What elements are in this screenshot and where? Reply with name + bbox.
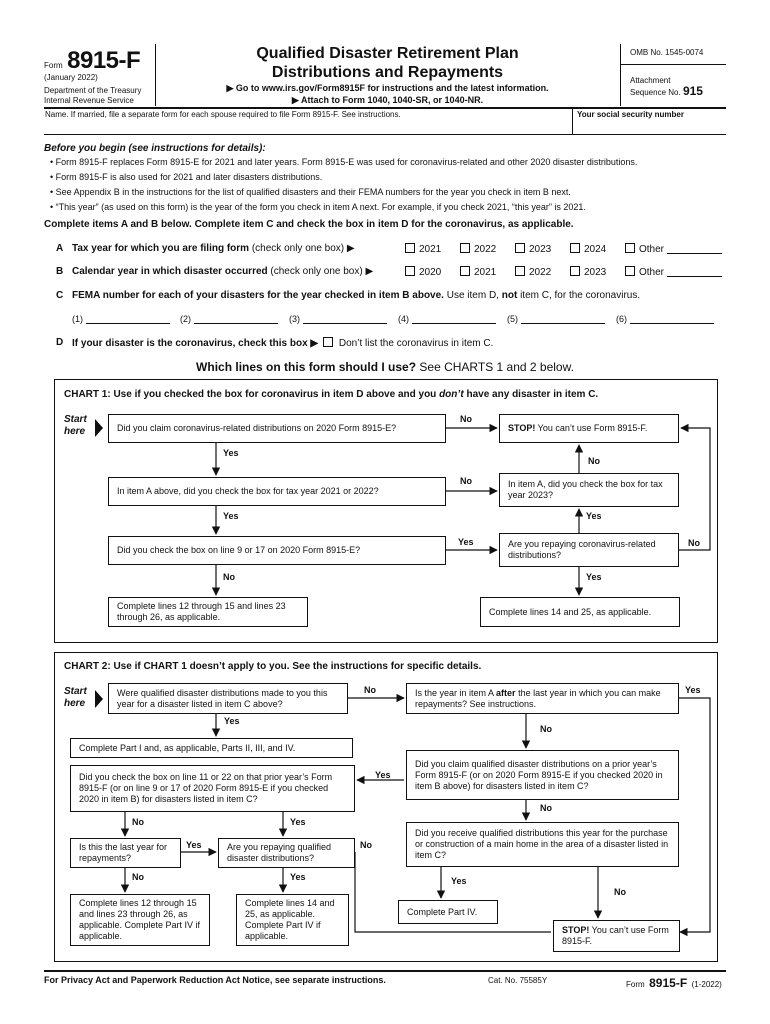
chart2-q6-box: Is this the last year for repayments?: [70, 838, 181, 868]
privacy-notice: For Privacy Act and Paperwork Reduction Act Notice, see separate instructions.: [44, 975, 386, 985]
chart1-q3-box: In item A, did you check the box for tax year 2023?: [499, 473, 679, 507]
item-b-other[interactable]: Other: [625, 266, 722, 279]
form-title-line1: Qualified Disaster Retirement Plan: [256, 45, 519, 62]
chart2-q2-box: Is the year in item A after the last year in which you can make repayments? See instructions.: [406, 683, 679, 714]
item-a-letter: A: [56, 243, 64, 254]
form-title-line2: Distributions and Repayments: [271, 64, 504, 81]
chart2-part4-box: Complete Part IV.: [398, 900, 498, 924]
chart2-q7-no-label: No: [360, 840, 372, 850]
item-a-label: Tax year for which you are filing form (check only one box) ▶: [72, 243, 355, 254]
item-d-letter: D: [56, 337, 64, 348]
fema-field-4[interactable]: (4): [398, 314, 496, 325]
form-word: Form: [44, 61, 63, 70]
chart2-start-label: Start: [64, 686, 87, 697]
chart2-q5-yes-label: Yes: [451, 876, 467, 886]
agency: Internal Revenue Service: [44, 96, 134, 105]
chart2-start-arrow-icon: [95, 690, 103, 708]
item-b-label: Calendar year in which disaster occurred (check only one box) ▶: [72, 266, 374, 277]
item-c-label: FEMA number for each of your disasters for the year checked in item B above. Use item D, not item C, for the coronavirus.: [72, 290, 641, 301]
form-number: 8915-F: [67, 47, 141, 74]
chart2-stop-box: STOP! You can’t use Form 8915-F.: [553, 920, 680, 952]
chart1-q1-yes-label: Yes: [223, 448, 239, 458]
chart2-q6-no-label: No: [132, 872, 144, 882]
chart2-q3-box: Did you claim qualified disaster distributions on a prior year’s Form 8915-F (or on 2020 Form 8915-E if you checked 2020 in item B above) for disasters listed in item C?: [406, 750, 679, 800]
chart2-q1-box: Were qualified disaster distributions made to you this year for a disaster listed in item C above?: [108, 683, 348, 714]
chart1-start-label: Start: [64, 414, 87, 425]
before-begin-heading: Before you begin (see instructions for details):: [44, 143, 266, 154]
catalog-number: Cat. No. 75585Y: [488, 976, 548, 985]
before-bullet-4: • “This year” (as used on this form) is the year of the form you check in item A next. For example, if you check 2021, “this year” is 2021.: [50, 202, 586, 212]
sequence-number: 915: [682, 84, 703, 98]
chart1-q2-no-label: No: [460, 476, 472, 486]
chart2-q2-no-label: No: [540, 724, 552, 734]
chart1-q4-yes-label: Yes: [458, 537, 474, 547]
chart2-q4-no-label: No: [132, 817, 144, 827]
chart2-q3-no-label: No: [540, 803, 552, 813]
revision-date: (January 2022): [44, 73, 98, 82]
ssn-label: Your social security number: [577, 110, 684, 119]
name-field-label: Name. If married, file a separate form for each spouse required to file Form 8915-F. See instructions.: [45, 110, 401, 119]
chart2-q5-no-label: No: [614, 887, 626, 897]
chart1-q2-yes-label: Yes: [223, 511, 239, 521]
item-b-2020[interactable]: 2020: [405, 266, 441, 279]
item-a-2021[interactable]: 2021: [405, 243, 441, 256]
fema-field-2[interactable]: (2): [180, 314, 278, 325]
fema-field-1[interactable]: (1): [72, 314, 170, 325]
department: Department of the Treasury: [44, 86, 142, 95]
item-b-letter: B: [56, 266, 64, 277]
chart1-q1-no-label: No: [460, 414, 472, 424]
item-a-other[interactable]: Other: [625, 243, 722, 256]
chart2-q6-yes-label: Yes: [186, 840, 202, 850]
chart1-result1-box: Complete lines 12 through 15 and lines 23 through 26, as applicable.: [108, 597, 308, 627]
chart2-q5-box: Did you receive qualified distributions this year for the purchase or construction of a main home in the area of a disaster listed in item C?: [406, 822, 679, 867]
chart1-q1-box: Did you claim coronavirus-related distributions on 2020 Form 8915-E?: [108, 414, 446, 443]
chart1-q5-no-label: No: [688, 538, 700, 548]
goto-instructions: ▶ Go to www.irs.gov/Form8915F for instructions and the latest information.: [226, 83, 549, 93]
item-b-2021[interactable]: 2021: [460, 266, 496, 279]
footer-form-id: Form 8915-F (1-2022): [626, 976, 722, 990]
chart2-here-label: here: [64, 698, 86, 709]
chart1-q3-yes-label: Yes: [586, 511, 602, 521]
item-a-2024[interactable]: 2024: [570, 243, 606, 256]
before-bullet-3: • See Appendix B in the instructions for the list of qualified disasters and their FEMA numbers for the year you check in item B next.: [50, 187, 571, 197]
item-c-letter: C: [56, 290, 64, 301]
chart1-q4-no-label: No: [223, 572, 235, 582]
item-a-2022[interactable]: 2022: [460, 243, 496, 256]
chart1-q5-yes-label: Yes: [586, 572, 602, 582]
before-bullet-1: • Form 8915-F replaces Form 8915-E for 2021 and later years. Form 8915-E was used for coronavirus-related and other 2020 disaster distributions.: [50, 157, 638, 167]
complete-items-instruction: Complete items A and B below. Complete item C and check the box in item D for the coronavirus, as applicable.: [44, 219, 574, 230]
sequence-label: Sequence No.: [630, 88, 681, 97]
chart1-stop-box: STOP! You can’t use Form 8915-F.: [499, 414, 679, 443]
attachment-label: Attachment: [630, 76, 671, 85]
chart2-part1-box: Complete Part I and, as applicable, Parts II, III, and IV.: [70, 738, 353, 758]
omb-number: OMB No. 1545-0074: [630, 48, 704, 57]
which-lines-heading: Which lines on this form should I use? See CHARTS 1 and 2 below.: [196, 360, 574, 374]
chart2-q7-box: Are you repaying qualified disaster distributions?: [218, 838, 355, 868]
item-b-2023[interactable]: 2023: [570, 266, 606, 279]
chart2-q4-box: Did you check the box on line 11 or 22 on that prior year’s Form 8915-F (or on line 9 or 17 of 2020 Form 8915-E if you checked 2020 in item B) for disasters listed in item C?: [70, 765, 355, 812]
chart1-q5-box: Are you repaying coronavirus-related distributions?: [499, 533, 679, 567]
chart2-result2-box: Complete lines 14 and 25, as applicable. Complete Part IV if applicable.: [236, 894, 349, 946]
chart1-result2-box: Complete lines 14 and 25, as applicable.: [480, 597, 680, 627]
chart2-q1-yes-label: Yes: [224, 716, 240, 726]
chart2-q2-yes-label: Yes: [685, 685, 701, 695]
before-bullet-2: • Form 8915-F is also used for 2021 and later disasters distributions.: [50, 172, 323, 182]
item-a-2023[interactable]: 2023: [515, 243, 551, 256]
chart1-q2-box: In item A above, did you check the box for tax year 2021 or 2022?: [108, 477, 446, 506]
chart2-q4-yes-label: Yes: [290, 817, 306, 827]
chart2-title: CHART 2: Use if CHART 1 doesn’t apply to you. See the instructions for specific details.: [64, 661, 482, 672]
chart1-title: CHART 1: Use if you checked the box for coronavirus in item D above and you don’t have any disaster in item C.: [64, 389, 599, 400]
chart2-q7-yes-label: Yes: [290, 872, 306, 882]
chart1-q4-box: Did you check the box on line 9 or 17 on 2020 Form 8915-E?: [108, 536, 446, 565]
fema-field-5[interactable]: (5): [507, 314, 605, 325]
fema-field-3[interactable]: (3): [289, 314, 387, 325]
chart2-result1-box: Complete lines 12 through 15 and lines 23 through 26, as applicable. Complete Part IV if applicable.: [70, 894, 210, 946]
chart1-q3-no-label: No: [588, 456, 600, 466]
item-d-label: If your disaster is the coronavirus, check this box ▶ Don’t list the coronavirus in item C.: [72, 338, 494, 349]
chart2-q1-no-label: No: [364, 685, 376, 695]
chart2-q3-yes-label: Yes: [375, 770, 391, 780]
item-b-2022[interactable]: 2022: [515, 266, 551, 279]
chart1-here-label: here: [64, 426, 86, 437]
fema-field-6[interactable]: (6): [616, 314, 714, 325]
attach-instruction: ▶ Attach to Form 1040, 1040-SR, or 1040-NR.: [291, 95, 484, 105]
